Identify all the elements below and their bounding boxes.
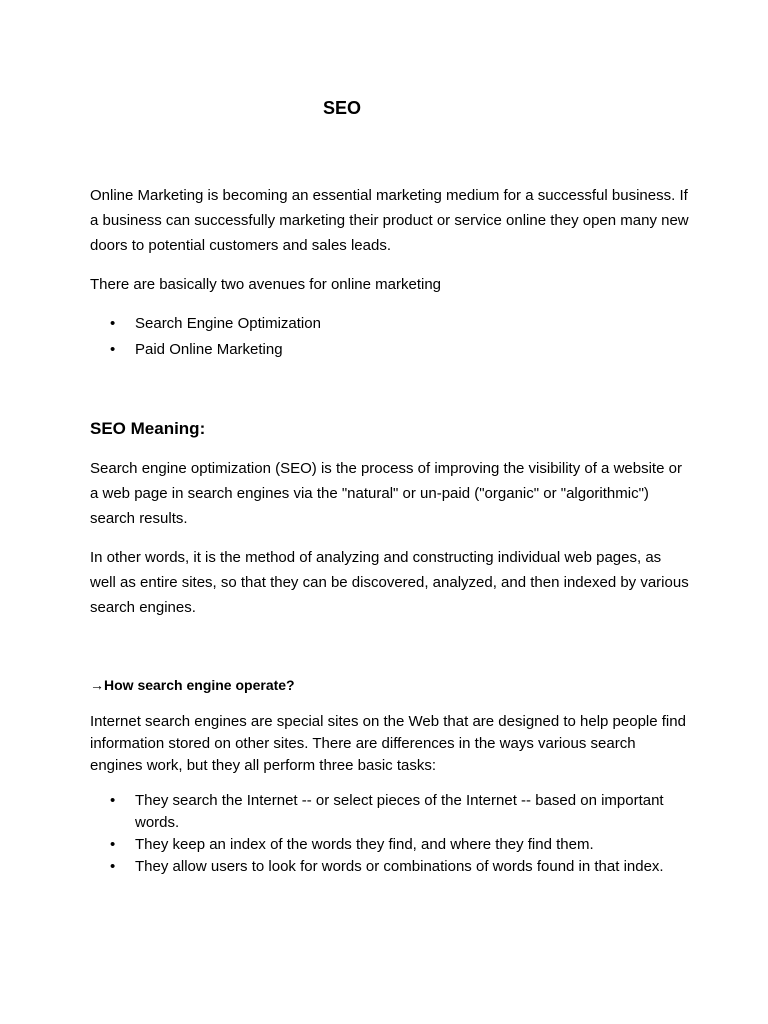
avenues-list [90,311,690,363]
operate-paragraph: Internet search engines are special sites on the Web that are designed to help people find information stored on other sites. There are differences in the ways various search engines work, but they all perform three basic tasks: [90,713,686,774]
list-item: • Search Engine Optimization [90,311,690,337]
avenues-lead: There are basically two avenues for online marketing [90,276,442,293]
tasks-list [90,790,690,878]
list-item: • Paid Online Marketing [90,337,690,363]
seo-meaning-heading: SEO Meaning: [90,419,206,438]
list-item: • They allow users to look for words or combinations of words found in that index. [90,856,690,878]
document-title: SEO [322,98,361,118]
operate-heading-text: How search engine operate? [104,677,295,693]
list-item: • They keep an index of the words they find, and where they find them. [90,834,690,856]
seo-meaning-paragraph-2: In other words, it is the method of analyzing and constructing individual web pages, as well as entire sites, so that they can be discovered, analyzed, and then indexed by various search engines. [90,549,689,616]
list-item: • They search the Internet -- or select pieces of the Internet -- based on important words. [90,790,690,834]
seo-meaning-paragraph-1: Search engine optimization (SEO) is the process of improving the visibility of a website or a web page in search engines via the "natural" or un-paid ("organic" or "algorithmic") search results. [90,460,682,527]
how-search-engine-operate-heading [90,674,690,696]
intro-paragraph: Online Marketing is becoming an essential marketing medium for a successful business. If a business can successfully marketing their product or service online they open many new doors to potential customers and sales leads. [90,187,689,254]
right-arrow-icon: → [90,677,104,693]
